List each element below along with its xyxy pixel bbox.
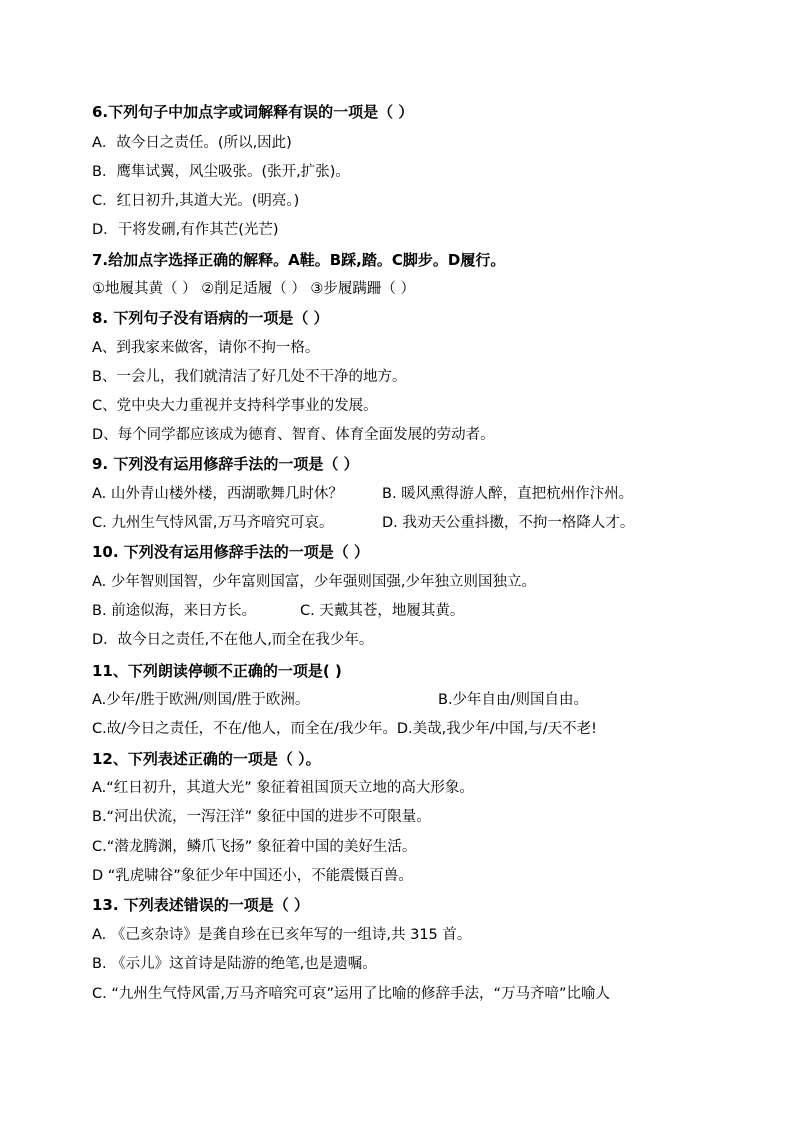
question-8-option-c: C、党中央大力重视并支持科学事业的发展。 bbox=[92, 398, 378, 414]
question-10-title: 10. 下列没有运用修辞手法的一项是（ ） bbox=[92, 543, 370, 561]
question-10-option-d: D．故今日之责任,不在他人,而全在我少年。 bbox=[92, 632, 374, 648]
question-8-option-a: A、到我家来做客，请你不拘一格。 bbox=[92, 340, 320, 356]
question-7-options: ①地履其黄（ ） ②削足适履（ ） ③步履蹒跚（ ） bbox=[92, 281, 416, 297]
question-12-title: 12、下列表述正确的一项是（ ）。 bbox=[92, 750, 321, 768]
question-12-option-a: A.“红日初升，其道大光” 象征着祖国顶天立地的高大形象。 bbox=[92, 780, 474, 796]
question-6-option-d: D．干将发硎,有作其芒(光芒) bbox=[92, 222, 279, 238]
question-10-option-b: B. 前途似海，来日方长。 bbox=[92, 603, 257, 619]
question-10-option-c: C. 天戴其苍，地履其黄。 bbox=[300, 603, 465, 619]
question-9-option-c: C. 九州生气恃风雷,万马齐喑究可哀。 bbox=[92, 515, 334, 531]
question-11-option-b: B.少年自由/则国自由。 bbox=[438, 692, 588, 708]
question-6-option-c: C．红日初升,其道大光。(明亮。) bbox=[92, 193, 300, 209]
question-9-option-b: B. 暖风熏得游人醉，直把杭州作汴州。 bbox=[382, 486, 634, 502]
question-12-option-d: D “乳虎啸谷”象征少年中国还小，不能震慑百兽。 bbox=[92, 868, 413, 884]
question-10-option-a: A. 少年智则国智，少年富则国富，少年强则国强,少年独立则国独立。 bbox=[92, 574, 536, 590]
question-6-option-b: B．鹰隼试翼，风尘吸张。(张开,扩张)。 bbox=[92, 164, 350, 180]
question-13-option-a: A. 《己亥杂诗》是龚自珍在已亥年写的一组诗,共 315 首。 bbox=[92, 927, 472, 943]
question-13-option-b: B. 《示儿》这首诗是陆游的绝笔,也是遗嘱。 bbox=[92, 956, 377, 972]
question-6-option-a: A．故今日之责任。(所以,因此) bbox=[92, 135, 292, 151]
question-11-option-a: A.少年/胜于欧洲/则国/胜于欧洲。 bbox=[92, 692, 310, 708]
question-13-option-c: C. “九州生气恃风雷,万马齐喑究可哀”运用了比喻的修辞手法，“万马齐喑”比喻人 bbox=[92, 986, 610, 1002]
question-9-title: 9. 下列没有运用修辞手法的一项是（ ） bbox=[92, 455, 359, 473]
question-9-option-d: D. 我劝天公重抖擞，不拘一格降人才。 bbox=[382, 515, 635, 531]
question-12-option-c: C.“潜龙腾渊，鳞爪飞扬” 象征着中国的美好生活。 bbox=[92, 839, 417, 855]
question-8-option-d: D、每个同学都应该成为德育、智育、体育全面发展的劳动者。 bbox=[92, 427, 495, 443]
question-6-title: 6.下列句子中加点字或词解释有误的一项是（ ） bbox=[92, 103, 414, 121]
question-11-title: 11、下列朗读停顿不正确的一项是( ) bbox=[92, 662, 342, 680]
question-9-option-a: A. 山外青山楼外楼，西湖歌舞几时休？ bbox=[92, 486, 343, 502]
question-7-title: 7.给加点字选择正确的解释。A鞋。B踩,踏。C脚步。D履行。 bbox=[92, 251, 506, 269]
question-12-option-b: B.“河出伏流，一泻汪洋” 象征中国的进步不可限量。 bbox=[92, 809, 431, 825]
question-8-option-b: B、一会儿，我们就清洁了好几处不干净的地方。 bbox=[92, 369, 407, 385]
question-11-option-cd: C.故/今日之责任，不在/他人，而全在/我少年。D.美哉,我少年/中国,与/天不老! bbox=[92, 721, 597, 737]
question-8-title: 8. 下列句子没有语病的一项是（ ） bbox=[92, 309, 329, 327]
question-13-title: 13. 下列表述错误的一项是（ ） bbox=[92, 896, 310, 914]
